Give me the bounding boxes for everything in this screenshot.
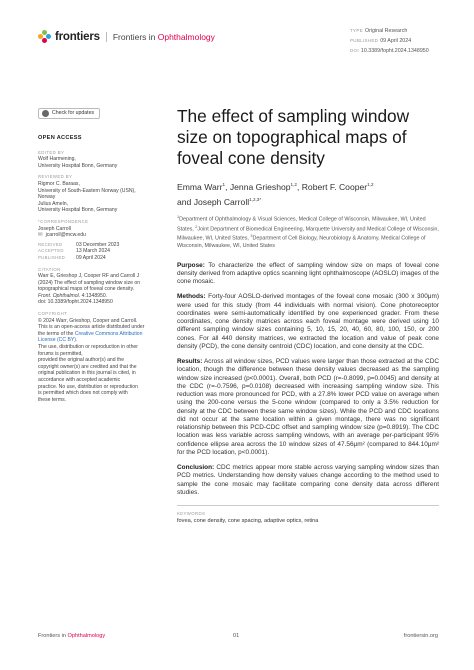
frontiers-logo[interactable]	[38, 30, 215, 44]
author[interactable]: Emma Warr$^1$	[177, 182, 226, 192]
correspondence-name: Joseph Carroll	[38, 225, 71, 232]
abstract-purpose: Purpose: To characterize the effect of sampling window size on maps of foveal cone density derived from adaptive optics scanning light ophthalmoscope (AOSLO) images of the cone mosaic.	[177, 261, 439, 285]
doi-link[interactable]: 10.3389/fopht.2024.1348950	[360, 48, 429, 54]
article-main	[177, 106, 439, 524]
open-access-label: OPEN ACCESS	[38, 135, 82, 141]
date-received: RECEIVED 03 December 2023	[38, 241, 120, 248]
date-published: PUBLISHED 09 April 2024	[38, 254, 106, 261]
journal-name[interactable]: Frontiers in Ophthalmology	[106, 32, 215, 42]
author[interactable]: Robert F. Cooper$^{1,2}$	[301, 182, 374, 192]
author[interactable]: and Joseph Carroll$^{1,2,3*}$	[177, 196, 262, 207]
edited-by: Wolf Harmening, University Hospital Bonn, Germany	[38, 156, 118, 169]
author-list: Emma Warr$^1$, Jenna Grieshop$^{1,2}$, Robert F. Cooper$^{1,2}$ and Joseph Carroll$^{1,2,3*}$	[177, 182, 374, 207]
check-for-updates-button[interactable]: Check for updates	[38, 108, 100, 119]
cc-by-license-link[interactable]: Creative Commons Attribution License (CC BY).	[38, 330, 143, 344]
article-meta: TYPE Original Research PUBLISHED 09 April 2024 DOI 10.3389/fopht.2024.1348950	[350, 28, 429, 54]
correspondence-heading: *CORRESPONDENCE	[38, 218, 89, 224]
reviewed-by: Rigmor C. Baraas, University of South-Eastern Norway (USN), Norway Julius Ameln, University Hospital Bonn, Germany	[38, 180, 136, 214]
footer-site-link[interactable]: frontiersin.org	[403, 633, 438, 639]
keywords: fovea, cone density, cone spacing, adaptive optics, retina	[177, 518, 319, 524]
date-accepted: ACCEPTED 13 March 2024	[38, 248, 110, 255]
abstract-conclusion: Conclusion: CDC metrics appear more stable across varying sampling window sizes than PCD metrics. Understanding how density values change according to the method used to sample the cone mosaic may facilitate comparing cone density data across different studies.	[177, 464, 439, 496]
check-updates-icon	[42, 110, 49, 117]
affiliations: $^1$Department of Ophthalmology & Visual Sciences, Medical College of Wisconsin, Milwaukee, WI, United States, $^2$Joint Department of Biomedical Engineering, Marquette University and Medical College of Wisconsin, Milwaukee, WI, United States, $^3$Department of Cell Biology, Neurobiology & Anatomy, Medical College of Wisconsin, Milwaukee, WI, United States	[177, 215, 439, 249]
correspondence-email-row[interactable]	[38, 232, 146, 239]
citation: Warr E, Grieshop J, Cooper RF and Carroll J (2024) The effect of sampling window size on topographical maps of foveal cone density. Front. Ophthalmol. 4:1348950. doi: 10.3389/fopht.2024.1348950	[38, 273, 146, 306]
citation-heading: CITATION	[38, 266, 61, 272]
reviewed-by-heading: REVIEWED BY	[38, 174, 73, 180]
article-title: The effect of sampling window size on topographical maps of foveal cone density	[177, 106, 410, 168]
page-number: 01	[233, 633, 240, 639]
author[interactable]: Jenna Grieshop$^{1,2}$	[229, 182, 297, 192]
article-sidebar	[38, 108, 146, 403]
abstract-results: Results: Across all window sizes, PCD values were larger than those extracted at the CDC location, though the difference between these density values decreased as the sampling window size increased (p<0.0001). Overall, both PCD (r=-0.8099, p=0.0045) and density at the CDC (r=-0.7596, p=0.0108) decreased with increasing sampling window size. This reduction was more pronounced for PCD, with a 27.8% lower PCD value on average when using the 200-cone versus the 5-cone window (compared to only a 3.5% reduction for density at the CDC between these same window sizes). While the PCD and CDC locations did not occur at the same location within a given montage, there was no significant relationship between this PCD-CDC offset and sampling window size (p=0.8919). The CDC location was less variable across sampling windows, with an average per-participant 95% confidence ellipse area across the 10 window sizes of 47.56μm² (compared to 844.10μm² for the PCD location, p<0.0001).	[177, 358, 439, 456]
footer-journal[interactable]: Frontiers in Ophthalmology	[38, 633, 106, 639]
frontiers-logo-icon	[38, 30, 52, 44]
abstract	[177, 262, 439, 498]
page-header	[38, 26, 438, 56]
keywords-divider	[177, 505, 439, 506]
brand-name: frontiers	[55, 31, 100, 43]
edited-by-heading: EDITED BY	[38, 149, 65, 155]
citation-doi[interactable]: doi: 10.3389/fopht.2024.1348950	[38, 299, 113, 306]
keywords-heading: KEYWORDS	[177, 511, 206, 516]
abstract-methods: Methods: Forty-four AOSLO-derived montages of the foveal cone mosaic (300 x 300μm) were used for this study (from 44 individuals with normal vision). Cone photoreceptor coordinates were semi-automatically identified by one experienced grader. From these coordinates, cone density matrices across each foveal montage were derived using 10 different sampling window sizes containing 5, 10, 15, 20, 40, 60, 80, 100, 150, or 200 cones. For all 440 density matrices, we extracted the location and value of peak cone density (PCD), the cone density centroid (CDC) location, and cone density at the CDC.	[177, 293, 439, 350]
correspondence-email[interactable]: jcarroll@mcw.edu	[45, 232, 86, 239]
copyright-text: © 2024 Warr, Grieshop, Cooper and Carroll. This is an open-access article distributed under the terms of the Creative Commons Attribution License (CC BY). The use, distribution or reproduction in other forums is permitted, provided the original author(s) and the copyright owner(s) are credited and that the original publication in this journal is cited, in accordance with accepted academic practice. No use, distribution or reproduction is permitted which does not comply with these terms.	[38, 317, 145, 403]
copyright-heading: COPYRIGHT	[38, 311, 68, 317]
email-icon: ✉	[38, 232, 43, 239]
